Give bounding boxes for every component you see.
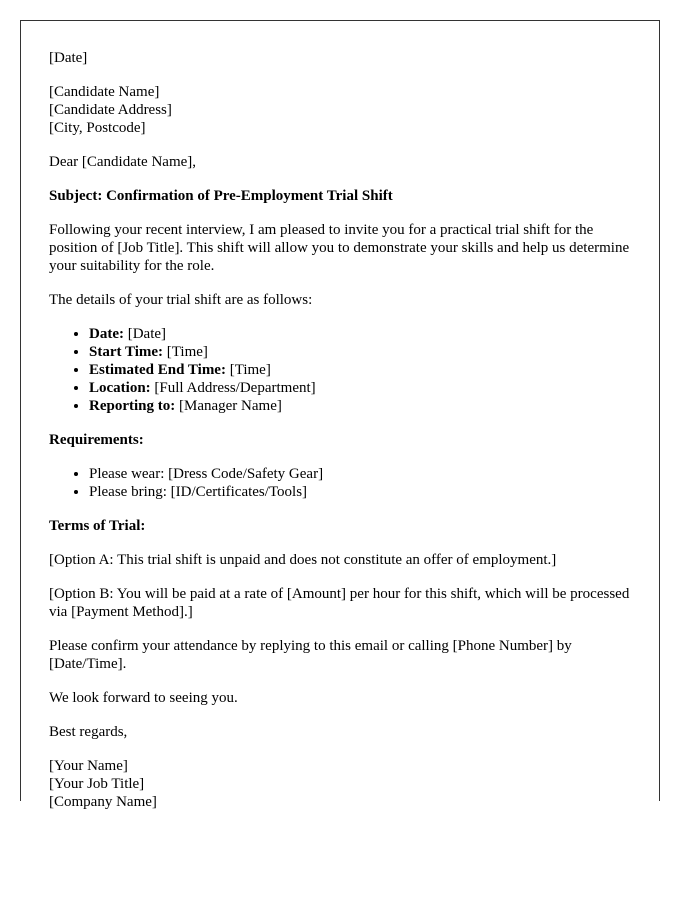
recipient-name: [Candidate Name] (49, 84, 160, 100)
detail-value: [Time] (225, 362, 271, 378)
closing-line: We look forward to seeing you. (49, 690, 238, 706)
signoff: Best regards, (49, 724, 128, 740)
detail-item-date (89, 325, 639, 343)
confirm-paragraph: Please confirm your attendance by replying to this email or calling [Phone Number] by [Date/Time]. (49, 638, 572, 672)
detail-value: [Full Address/Department] (150, 380, 316, 396)
detail-item-reporting (89, 397, 639, 415)
recipient-address-block (49, 83, 639, 137)
detail-label: Start Time: (89, 344, 164, 360)
detail-value: [Time] (163, 344, 208, 360)
option-b-paragraph: [Option B: You will be paid at a rate of [Amount] per hour for this shift, which will be processed via [Payment Method].] (49, 586, 630, 620)
detail-label: Estimated End Time: (89, 362, 226, 378)
shift-details-list (49, 325, 639, 415)
requirement-item-bring: • Please bring: [ID/Certificates/Tools] (89, 483, 639, 501)
detail-value: [Date] (123, 326, 167, 342)
intro-paragraph: Following your recent interview, I am pleased to invite you for a practical trial shift for the position of [Job Title]. This shift will allow you to demonstrate your skills and help us determine your suitability for the role. (49, 222, 630, 274)
detail-item-location (89, 379, 639, 397)
detail-label: Reporting to: (89, 398, 176, 414)
recipient-address: [Candidate Address] (49, 102, 172, 118)
recipient-city: [City, Postcode] (49, 120, 146, 136)
detail-label: Location: (89, 380, 151, 396)
terms-heading: Terms of Trial: (49, 518, 146, 534)
letter-body (49, 49, 639, 827)
salutation: Dear [Candidate Name], (49, 154, 197, 170)
letter-date: [Date] (49, 50, 88, 66)
requirements-list (49, 465, 639, 501)
sender-name: [Your Name] (49, 758, 128, 774)
detail-label: Date: (89, 326, 124, 342)
requirements-heading: Requirements: (49, 432, 144, 448)
requirement-item-wear: • Please wear: [Dress Code/Safety Gear] (89, 465, 639, 483)
option-a-paragraph: [Option A: This trial shift is unpaid and does not constitute an offer of employment.] (49, 552, 557, 568)
letter-page (20, 20, 660, 810)
subject-line: Subject: Confirmation of Pre-Employment Trial Shift (49, 188, 393, 204)
sender-job-title: [Your Job Title] (49, 776, 145, 792)
details-intro: The details of your trial shift are as follows: (49, 292, 313, 308)
detail-item-start-time (89, 343, 639, 361)
sender-signature-block (49, 757, 639, 811)
sender-company: [Company Name] (49, 794, 157, 810)
detail-value: [Manager Name] (175, 398, 282, 414)
detail-item-end-time (89, 361, 639, 379)
